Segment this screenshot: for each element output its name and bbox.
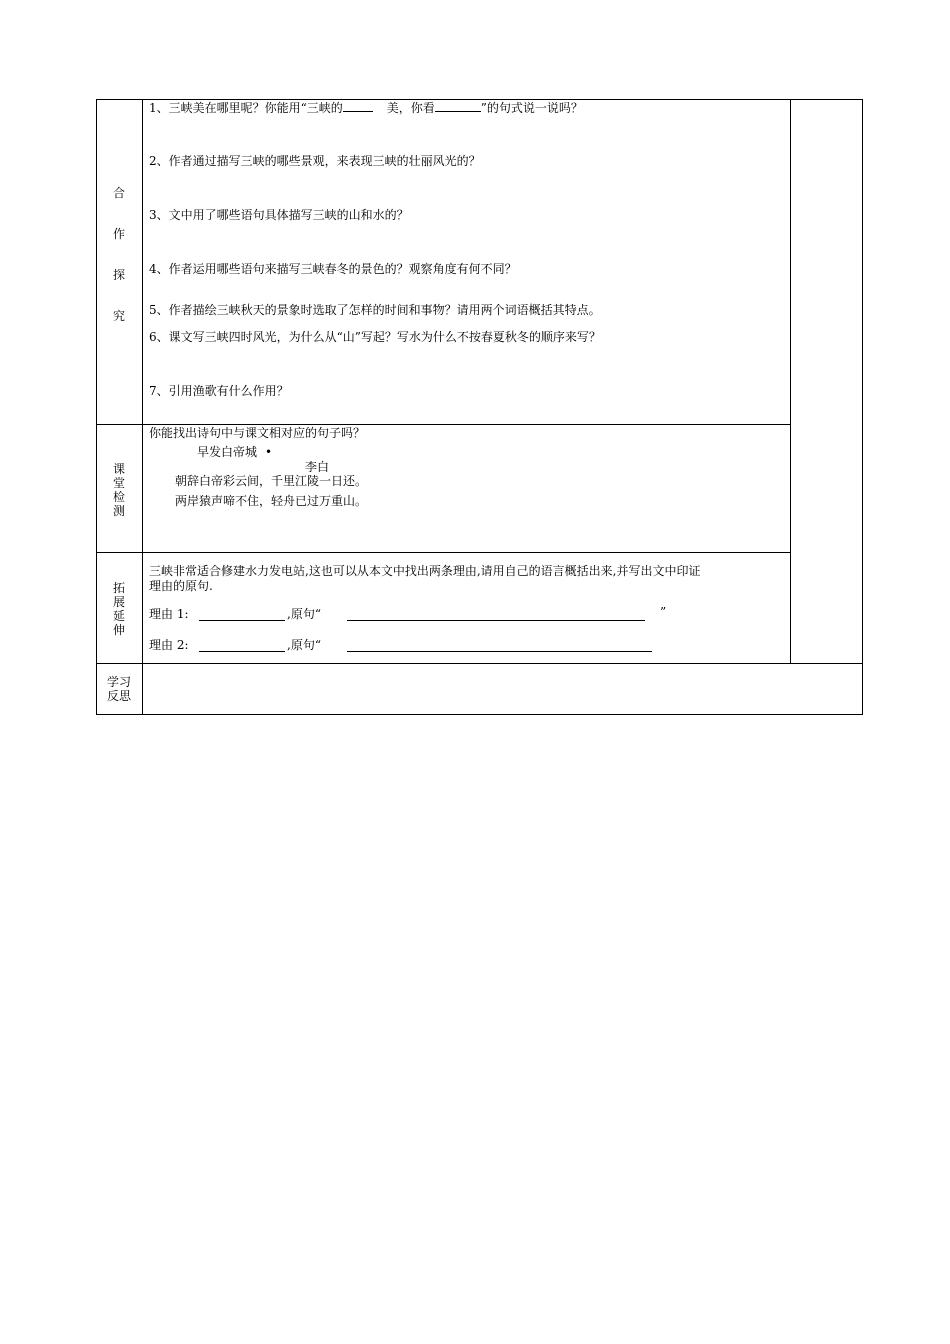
- label-char: 探: [112, 268, 125, 282]
- question-1-mid: 美，你看: [386, 101, 435, 115]
- reason-1-label: 理由 1:: [149, 607, 189, 621]
- section-label-tuozhan: [96, 581, 142, 637]
- reason-2-answer-line: [199, 651, 285, 652]
- reason-1-quote-line: [347, 620, 645, 621]
- label-line: 反思: [106, 689, 131, 703]
- row-divider-3: [96, 663, 863, 664]
- question-5: 5、作者描绘三峡秋天的景象时选取了怎样的时间和事物？请用两个词语概括其特点。: [149, 303, 601, 317]
- row-divider-2: [96, 552, 791, 553]
- question-3: 3、文中用了哪些语句具体描写三峡的山和水的？: [149, 208, 409, 222]
- content-right-divider: [790, 99, 791, 664]
- label-char: 课: [112, 462, 125, 476]
- label-char: 测: [112, 504, 125, 518]
- question-1-prefix: 1、三峡美在哪里呢？你能用“三峡的: [149, 101, 343, 115]
- label-char: 拓: [112, 581, 125, 595]
- reason-1-close-quote: ”: [660, 605, 667, 619]
- label-line: 学习: [106, 675, 131, 689]
- reason-2-quote-line: [347, 651, 652, 652]
- section-label-fansi: [96, 675, 142, 703]
- reason-2-quote-label: ,原句“: [287, 638, 321, 652]
- label-char: 展: [112, 595, 125, 609]
- label-column-divider: [142, 99, 143, 715]
- label-char: 作: [112, 227, 125, 241]
- label-char: 堂: [112, 476, 125, 490]
- question-1-suffix: ”的句式说一说吗？: [480, 101, 583, 115]
- poem-title-text: 早发白帝城: [197, 445, 258, 459]
- label-char: 延: [112, 609, 125, 623]
- section-label-ketang: [96, 462, 142, 518]
- label-char: 究: [112, 309, 125, 323]
- bullet-dot-icon: •: [265, 445, 273, 459]
- test-prompt: 你能找出诗句中与课文相对应的句子吗？: [149, 426, 366, 440]
- extend-text-line-1: 三峡非常适合修建水力发电站,这也可以从本文中找出两条理由,请用自己的语言概括出来,并写出文中印证: [149, 564, 701, 578]
- extend-text-line-2: 理由的原句.: [149, 579, 213, 593]
- question-1-blank-2: [435, 100, 481, 112]
- question-4: 4、作者运用哪些语句来描写三峡春冬的景色的？观察角度有何不同？: [149, 262, 517, 276]
- question-7: 7、引用渔歌有什么作用？: [149, 384, 289, 398]
- poem-title: [197, 445, 272, 459]
- reason-1-quote-label: ,原句“: [287, 607, 321, 621]
- poem-line-1: 朝辞白帝彩云间，千里江陵一日还。: [175, 474, 368, 488]
- label-char: 合: [112, 186, 125, 200]
- table-bottom-border: [96, 714, 863, 715]
- reason-2-label: 理由 2:: [149, 638, 189, 652]
- reason-1-answer-line: [199, 620, 285, 621]
- table-right-border: [862, 99, 863, 715]
- label-char: 检: [112, 490, 125, 504]
- section-label-hezuo: [96, 186, 142, 323]
- label-char: 伸: [112, 623, 125, 637]
- poem-author: 李白: [305, 460, 330, 474]
- question-2: 2、作者通过描写三峡的哪些景观，来表现三峡的壮丽风光的？: [149, 154, 481, 168]
- question-1: [149, 100, 583, 115]
- question-6: 6、课文写三峡四时风光，为什么从“山”写起？写水为什么不按春夏秋冬的顺序来写？: [149, 330, 601, 344]
- row-divider-1: [96, 424, 791, 425]
- question-1-blank-1: [343, 100, 373, 112]
- poem-line-2: 两岸猿声啼不住，轻舟已过万重山。: [175, 494, 368, 508]
